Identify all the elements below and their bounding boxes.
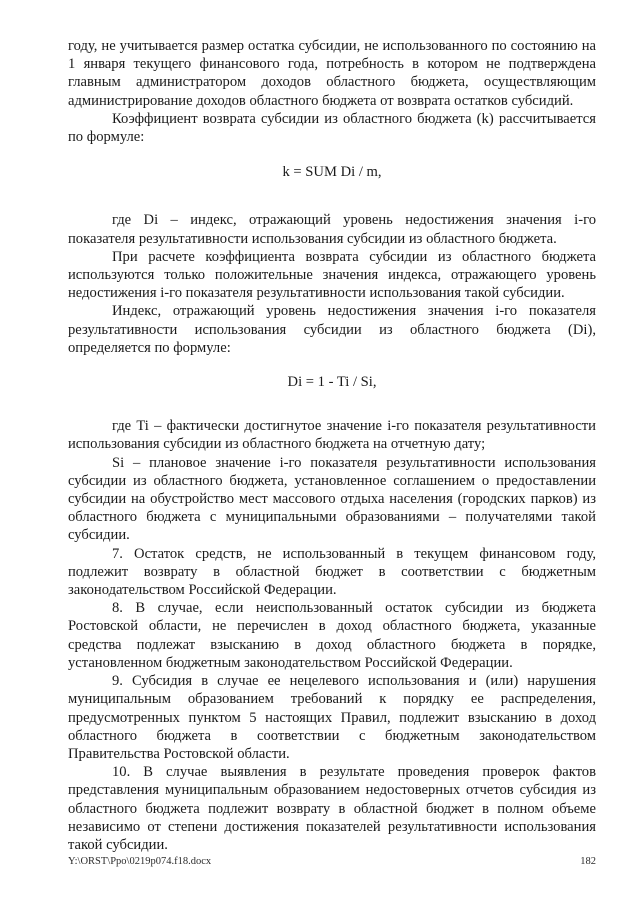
paragraph-item-10: 10. В случае выявления в результате проведения проверок фактов представления муниципальным образованием недостоверных отчетов субсидия из областного бюджета подлежит возврату в областной бюджет в полном объеме независимо от степени достижения показателей результативности использования такой субсидии. [68,764,596,853]
paragraph-continuation: году, не учитывается размер остатка субсидии, не использованного по состоянию на 1 января текущего финансового года, потребность в котором не подтверждена главным администратором доходов областного бюджета, осуществляющим администрирование доходов областного бюджета от возврата остатков субсидий. [68,38,596,109]
paragraph-index-intro: Индекс, отражающий уровень недостижения значения i-го показателя результативности использования субсидии из областного бюджета (Di), определяется по формуле: [68,303,596,356]
paragraph-di-definition: где Di – индекс, отражающий уровень недостижения значения i-го показателя результативности использования субсидии из областного бюджета. [68,212,596,247]
paragraph-si-definition: Si – плановое значение i-го показателя результативности использования субсидии из областного бюджета, установленное соглашением о предоставлении субсидии на обустройство мест массового отдыха населения (городских парков) из областного бюджета с муниципальными образованиями – получателями такой субсидии. [68,454,596,544]
formula-k: k = SUM Di / m, [282,164,382,181]
paragraph-item-9: 9. Субсидия в случае ее нецелевого использования и (или) нарушения муниципальным образованием требований к порядку ее распределения, предусмотренных пунктом 5 настоящих Правил, подлежит взысканию в доход областного бюджета в соответствии с бюджетным законодательством Правительства Ростовской области. [68,673,596,762]
paragraph-item-7: 7. Остаток средств, не использованный в текущем финансовом году, подлежит возврату в областной бюджет в соответствии с бюджетным законодательством Российской Федерации. [68,545,596,599]
formula-di: Di = 1 - Ti / Si, [287,374,377,391]
paragraph-item-8: 8. В случае, если неиспользованный остаток субсидии из бюджета Ростовской области, не перечислен в доход областного бюджета, указанные средства подлежат взысканию в доход областного бюджета в порядке, установленном бюджетным законодательством Российской Федерации. [68,600,596,671]
page-number: 182 [580,856,596,867]
paragraph-positive-values: При расчете коэффициента возврата субсидии из областного бюджета используются только положительные значения индекса, отражающего уровень недостижения i-го показателя результативности использования такой субсидии. [68,248,596,302]
footer-file-path: Y:\ORST\Ppo\0219p074.f18.docx [68,856,212,867]
paragraph-coefficient-intro: Коэффициент возврата субсидии из областного бюджета (k) рассчитывается по формуле: [68,110,596,146]
paragraph-ti-definition: где Ti – фактически достигнутое значение i-го показателя результативности использования субсидии из областного бюджета на отчетную дату; [68,418,596,453]
document-body [68,37,596,854]
